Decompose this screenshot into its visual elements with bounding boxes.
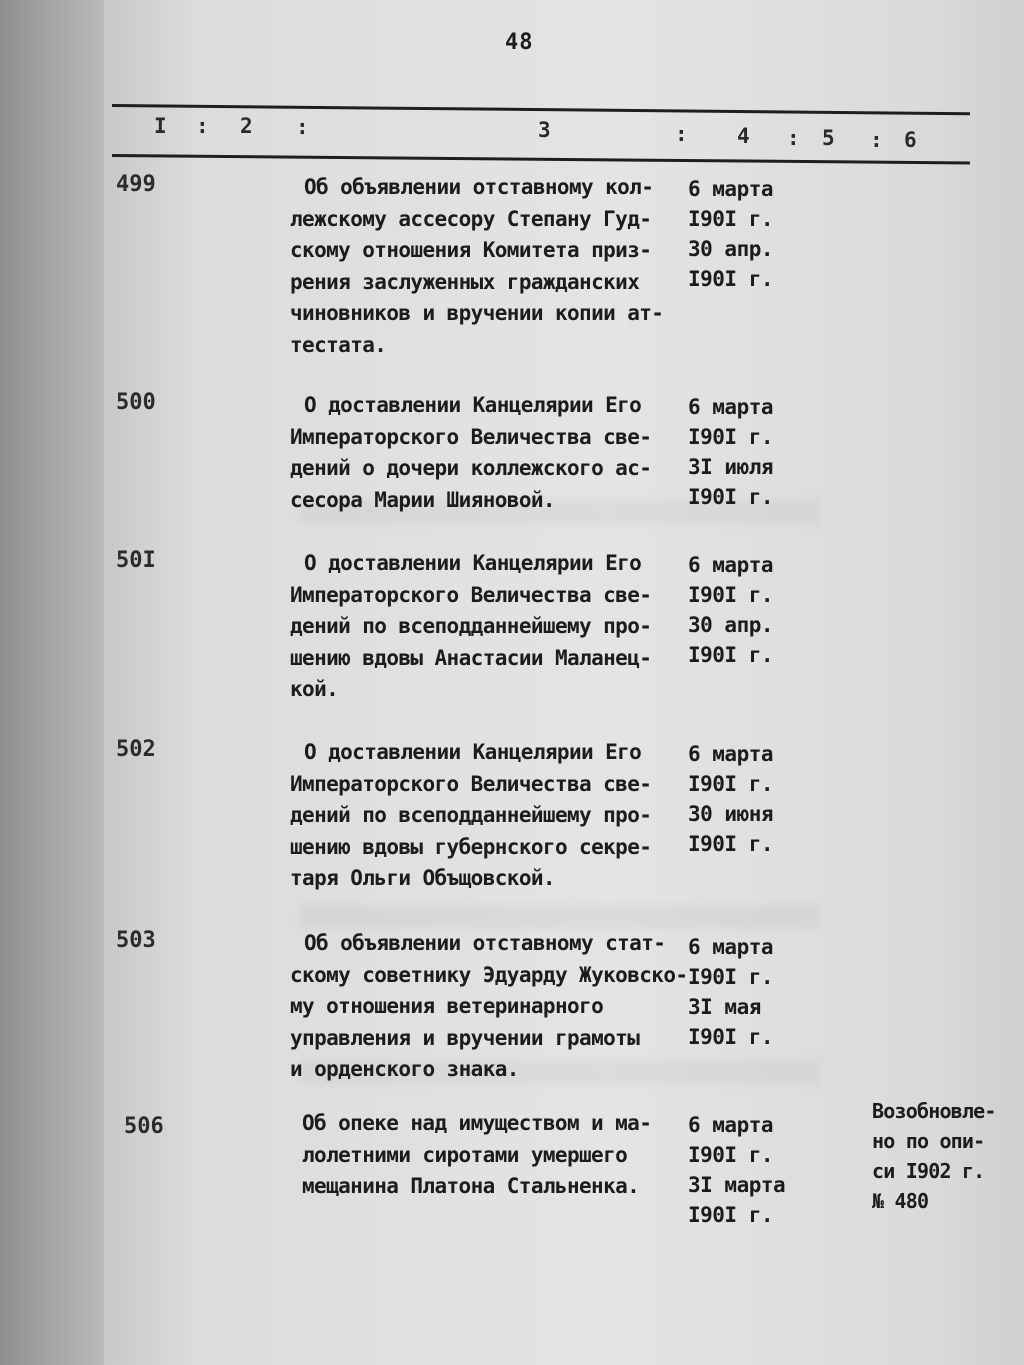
page-number: 48 (505, 30, 534, 55)
header-col-4: 4 (737, 124, 750, 148)
note-line: Возобновле- (872, 1099, 996, 1123)
description-line: рения заслуженных гражданских (290, 269, 640, 294)
date-line: 30 апр. (688, 613, 774, 637)
description-line: кой. (290, 677, 339, 701)
record-note (872, 1096, 996, 1216)
date-line: 3I мая (688, 995, 761, 1019)
date-line: 30 июня (688, 802, 774, 826)
description-line: О доставлении Канцелярии Его (304, 740, 642, 764)
note-line: но по опи- (872, 1129, 985, 1153)
record-number: 50I (116, 548, 156, 573)
description-line: Императорского Величества све- (290, 771, 652, 796)
description-line: Императорского Величества све- (290, 424, 652, 449)
description-line: таря Ольги Объщовской. (290, 866, 555, 890)
description-line: чиновников и вручении копии ат- (290, 301, 664, 325)
date-line: I90I г. (688, 832, 774, 856)
date-line: I90I г. (688, 485, 774, 509)
description-line: дений по всеподданнейшему про- (290, 614, 652, 638)
record-description (290, 172, 690, 361)
record-dates (688, 739, 773, 859)
description-line: шению вдовы губернского секре- (290, 834, 652, 859)
note-line: си I902 г. (872, 1159, 985, 1183)
date-line: 6 марта (688, 553, 774, 577)
description-line: лолетними сиротами умершего (302, 1142, 628, 1167)
date-line: 6 марта (688, 177, 774, 201)
date-line: I90I г. (688, 267, 774, 291)
date-line: I90I г. (688, 425, 774, 449)
record-number: 500 (116, 390, 156, 415)
date-line: 6 марта (688, 742, 774, 766)
description-line: О доставлении Канцелярии Его (304, 551, 642, 575)
date-line: I90I г. (688, 207, 774, 231)
date-line: I90I г. (688, 1203, 774, 1227)
description-line: и орденского знака. (290, 1057, 519, 1081)
date-line: I90I г. (688, 1025, 774, 1049)
record-number: 506 (124, 1114, 164, 1139)
description-line: Императорского Величества све- (290, 582, 652, 607)
date-line: 3I июля (688, 455, 774, 479)
note-line: № 480 (872, 1189, 929, 1213)
header-separator: : (196, 114, 209, 138)
header-separator: : (870, 128, 883, 152)
record-description (290, 548, 690, 706)
record-description (302, 1108, 702, 1203)
description-line: мещанина Платона Стальненка. (302, 1174, 640, 1198)
header-col-6: 6 (904, 128, 917, 152)
description-line: дений по всеподданнейшему про- (290, 803, 652, 827)
description-line: Об опеке над имуществом и ма- (302, 1111, 652, 1135)
description-line: лежскому ассесору Степану Гуд- (290, 206, 652, 231)
record-description (290, 928, 690, 1086)
date-line: 6 марта (688, 935, 774, 959)
date-line: I90I г. (688, 583, 774, 607)
date-line: I90I г. (688, 772, 774, 796)
date-line: I90I г. (688, 643, 774, 667)
record-dates (688, 550, 773, 670)
record-dates (688, 932, 773, 1052)
description-line: управления и вручении грамоты (290, 1025, 640, 1050)
description-line: Об объявлении отставному кол- (304, 175, 654, 199)
header-col-1: I (154, 114, 167, 138)
date-line: 30 апр. (688, 237, 774, 261)
date-line: 3I марта (688, 1173, 786, 1197)
date-line: I90I г. (688, 965, 774, 989)
record-number: 499 (116, 172, 156, 197)
record-dates (688, 174, 773, 294)
record-number: 502 (116, 737, 156, 762)
description-line: сесора Марии Шияновой. (290, 487, 555, 512)
description-line: дений о дочери коллежского ас- (290, 456, 652, 480)
description-line: О доставлении Канцелярии Его (304, 393, 642, 417)
record-dates (688, 1110, 785, 1230)
date-line: 6 марта (688, 1113, 774, 1137)
description-line: му отношения ветеринарного (290, 994, 604, 1018)
description-line: тестата. (290, 332, 387, 357)
record-number: 503 (116, 928, 156, 953)
date-line: 6 марта (688, 395, 774, 419)
header-separator: : (296, 115, 309, 139)
record-description (290, 390, 690, 516)
header-col-2: 2 (240, 114, 253, 138)
bleed-through (300, 905, 820, 929)
page-binding-edge (0, 0, 112, 1365)
description-line: скому отношения Комитета приз- (290, 238, 652, 262)
header-separator: : (675, 122, 688, 146)
description-line: скому советнику Эдуарду Жуковско- (290, 962, 688, 987)
header-col-3: 3 (538, 118, 551, 142)
date-line: I90I г. (688, 1143, 774, 1167)
description-line: шению вдовы Анастасии Маланец- (290, 645, 652, 670)
record-dates (688, 392, 773, 512)
record-description (290, 737, 690, 895)
header-separator: : (787, 126, 800, 150)
header-col-5: 5 (822, 126, 835, 150)
description-line: Об объявлении отставному стат- (304, 931, 666, 955)
